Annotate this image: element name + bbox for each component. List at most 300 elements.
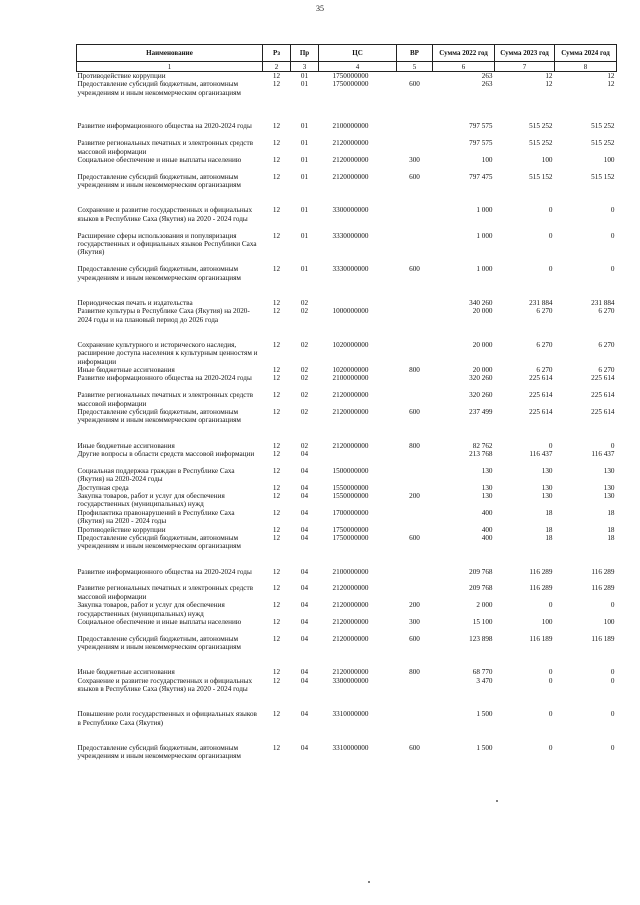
row-sum-2023: 116 289 <box>529 584 553 593</box>
row-name: Другие вопросы в области средств массовой информации <box>77 450 255 459</box>
row-name: Закупка товаров, работ и услуг для обеспечения государственных (муниципальных) нужд <box>77 601 225 618</box>
row-sum-2024: 0 <box>610 668 615 677</box>
row-vr <box>397 467 433 484</box>
header-name: Наименование <box>77 45 263 62</box>
row-sum-2022: 100 <box>481 156 493 165</box>
table-row <box>77 618 617 635</box>
table-row <box>77 534 617 568</box>
row-sum-2024: 100 <box>603 618 615 627</box>
page-number: 35 <box>316 4 324 13</box>
row-name: Сохранение и развитие государственных и официальных языков в Республике Саха (Якутия) на 2020 - 2024 годы <box>77 676 253 694</box>
row-sum-2022: 68 770 <box>472 668 493 677</box>
row-rz: 12 <box>272 307 281 316</box>
row-sum-2022: 213 768 <box>469 450 493 459</box>
row-rz: 12 <box>272 534 281 543</box>
row-name: Предоставление субсидий бюджетным, автономным учреждениям и иным некоммерческим организациям <box>77 265 241 282</box>
row-sum-2023: 100 <box>541 156 553 165</box>
row-cs: 1020000000 <box>332 366 369 374</box>
row-pr: 04 <box>300 676 309 685</box>
row-name: Социальное обеспечение и иные выплаты населению <box>77 618 242 627</box>
row-sum-2022: 123 898 <box>469 634 493 643</box>
row-name: Закупка товаров, работ и услуг для обеспечения государственных (муниципальных) нужд <box>77 492 225 509</box>
table-row <box>77 232 617 266</box>
header-sum-2024: Сумма 2024 год <box>555 45 617 62</box>
row-rz: 12 <box>272 374 281 383</box>
row-sum-2023: 515 152 <box>529 172 553 181</box>
row-name: Периодическая печать и издательства <box>77 298 193 307</box>
row-rz: 12 <box>272 584 281 593</box>
row-pr: 01 <box>300 172 309 181</box>
header-cs: ЦС <box>319 45 397 62</box>
row-vr <box>397 710 433 744</box>
row-cs: 1700000000 <box>332 508 369 517</box>
row-pr: 04 <box>300 567 309 576</box>
row-vr: 600 <box>409 80 420 89</box>
row-vr <box>397 206 433 231</box>
row-cs: 1750000000 <box>332 525 369 534</box>
table-row <box>77 668 617 676</box>
row-pr: 04 <box>300 508 309 517</box>
row-sum-2022: 130 <box>481 466 493 475</box>
row-pr: 04 <box>300 710 309 719</box>
table-row <box>77 139 617 156</box>
row-cs: 3300000000 <box>332 676 369 685</box>
header-row <box>77 45 617 62</box>
row-cs: 1750000000 <box>332 534 369 543</box>
row-cs <box>319 299 397 307</box>
row-sum-2022: 130 <box>481 492 493 501</box>
row-sum-2024: 0 <box>610 441 615 450</box>
row-rz: 12 <box>272 634 281 643</box>
row-sum-2022: 340 260 <box>469 298 493 307</box>
row-pr: 01 <box>300 139 309 148</box>
column-number: 5 <box>397 62 433 72</box>
table-row <box>77 635 617 669</box>
row-vr: 300 <box>409 618 420 627</box>
table-body <box>77 72 617 761</box>
row-vr <box>397 72 433 81</box>
row-sum-2022: 237 499 <box>469 408 493 417</box>
row-pr: 02 <box>300 307 309 316</box>
row-vr: 200 <box>409 492 420 501</box>
row-sum-2024: 225 614 <box>591 374 615 383</box>
row-cs: 2120000000 <box>332 634 369 643</box>
row-sum-2022: 82 762 <box>472 441 493 450</box>
row-sum-2022: 3 470 <box>476 676 493 685</box>
row-rz: 12 <box>272 668 281 677</box>
row-name: Социальное обеспечение и иные выплаты населению <box>77 156 242 165</box>
row-pr: 04 <box>300 534 309 543</box>
row-sum-2023: 100 <box>541 618 553 627</box>
row-sum-2022: 1 500 <box>476 744 493 753</box>
row-vr <box>397 584 433 601</box>
row-sum-2023: 130 <box>541 483 553 492</box>
table-row <box>77 601 617 618</box>
row-sum-2024: 116 289 <box>591 567 615 576</box>
row-cs: 2120000000 <box>332 156 369 165</box>
row-rz: 12 <box>272 466 281 475</box>
row-vr: 300 <box>409 156 420 165</box>
row-pr: 02 <box>300 340 309 349</box>
table-row <box>77 526 617 534</box>
row-rz: 12 <box>272 525 281 534</box>
header-rz: Рз <box>263 45 291 62</box>
row-sum-2022: 1 000 <box>476 206 493 215</box>
row-rz: 12 <box>272 122 281 131</box>
row-vr <box>397 374 433 391</box>
row-sum-2022: 400 <box>481 534 493 543</box>
row-pr: 01 <box>300 80 309 89</box>
row-name: Противодействие коррупции <box>77 525 166 534</box>
row-name: Противодействие коррупции <box>77 72 166 80</box>
row-name: Социальная поддержка граждан в Республике Саха (Якутия) на 2020-2024 годы <box>77 466 235 484</box>
table-row <box>77 80 617 122</box>
row-sum-2022: 797 575 <box>469 139 493 148</box>
row-sum-2024: 0 <box>610 744 615 753</box>
row-sum-2022: 130 <box>481 483 493 492</box>
row-sum-2022: 263 <box>481 72 493 80</box>
row-sum-2024: 0 <box>610 601 615 610</box>
row-sum-2023: 515 252 <box>529 139 553 148</box>
row-name: Доступная среда <box>77 483 129 492</box>
table-row <box>77 299 617 307</box>
table-row <box>77 509 617 526</box>
row-vr: 200 <box>409 601 420 610</box>
row-vr <box>397 509 433 526</box>
row-sum-2024: 18 <box>607 508 615 517</box>
column-number-row <box>77 62 617 72</box>
row-name: Развитие культуры в Республике Саха (Якутия) на 2020-2024 годы и на плановый период до 2026 года <box>77 307 250 324</box>
row-sum-2023: 225 614 <box>529 391 553 400</box>
row-sum-2022: 209 768 <box>469 584 493 593</box>
row-sum-2023: 0 <box>548 441 553 450</box>
table-row <box>77 467 617 484</box>
row-vr <box>397 391 433 408</box>
row-sum-2023: 12 <box>545 72 553 80</box>
row-sum-2023: 0 <box>548 231 553 240</box>
row-cs: 1000000000 <box>332 307 369 316</box>
row-sum-2022: 1 000 <box>476 265 493 274</box>
row-pr: 04 <box>300 601 309 610</box>
row-sum-2023: 0 <box>548 710 553 719</box>
row-vr: 800 <box>409 366 420 374</box>
row-cs: 2120000000 <box>332 172 369 181</box>
row-cs: 2120000000 <box>332 668 369 677</box>
table-row <box>77 442 617 450</box>
table-row <box>77 366 617 374</box>
row-pr: 04 <box>300 466 309 475</box>
row-sum-2022: 797 475 <box>469 172 493 181</box>
row-vr <box>397 232 433 266</box>
row-sum-2024: 18 <box>607 534 615 543</box>
row-cs: 3330000000 <box>332 231 369 240</box>
row-cs: 3310000000 <box>332 744 369 753</box>
row-pr: 04 <box>300 634 309 643</box>
row-cs: 2100000000 <box>332 567 369 576</box>
row-sum-2024: 12 <box>607 72 615 80</box>
row-name: Предоставление субсидий бюджетным, автономным учреждениям и иным некоммерческим организациям <box>77 634 241 652</box>
row-rz: 12 <box>272 567 281 576</box>
row-rz: 12 <box>272 676 281 685</box>
row-pr: 04 <box>300 618 309 627</box>
table-row <box>77 710 617 744</box>
row-rz: 12 <box>272 172 281 181</box>
row-name: Иные бюджетные ассигнования <box>77 668 175 677</box>
header-sum-2022: Сумма 2022 год <box>433 45 495 62</box>
row-sum-2022: 263 <box>481 80 493 89</box>
row-sum-2022: 400 <box>481 508 493 517</box>
row-cs: 3330000000 <box>332 265 369 274</box>
row-sum-2023: 231 884 <box>529 298 553 307</box>
row-vr <box>397 122 433 139</box>
row-rz: 12 <box>272 340 281 349</box>
row-sum-2024: 130 <box>603 492 615 501</box>
row-sum-2022: 15 100 <box>472 618 493 627</box>
row-pr: 04 <box>300 525 309 534</box>
table-row <box>77 391 617 408</box>
row-sum-2023: 116 189 <box>529 634 553 643</box>
row-pr: 01 <box>300 206 309 215</box>
row-sum-2023: 0 <box>548 668 553 677</box>
row-name: Сохранение и развитие государственных и официальных языков в Республике Саха (Якутия) на 2020 - 2024 годы <box>77 206 253 223</box>
row-sum-2023: 0 <box>548 601 553 610</box>
row-name: Иные бюджетные ассигнования <box>77 441 175 450</box>
row-cs: 2120000000 <box>332 139 369 148</box>
row-rz: 12 <box>272 450 281 459</box>
header-pr: Пр <box>291 45 319 62</box>
column-number: 8 <box>555 62 617 72</box>
row-sum-2024: 6 270 <box>598 366 615 374</box>
row-vr <box>397 307 433 341</box>
column-number: 1 <box>77 62 263 72</box>
row-cs: 1750000000 <box>332 72 369 80</box>
row-vr <box>397 299 433 307</box>
row-sum-2024: 12 <box>607 80 615 89</box>
header-vr: ВР <box>397 45 433 62</box>
row-cs <box>319 450 397 467</box>
table-row <box>77 492 617 509</box>
row-cs: 1500000000 <box>332 466 369 475</box>
row-sum-2023: 130 <box>541 466 553 475</box>
row-rz: 12 <box>272 265 281 274</box>
row-sum-2024: 0 <box>610 265 615 274</box>
row-sum-2023: 116 289 <box>529 567 553 576</box>
row-vr <box>397 677 433 711</box>
row-sum-2023: 225 614 <box>529 374 553 383</box>
table-row <box>77 484 617 492</box>
row-name: Сохранение культурного и исторического наследия, расширение доступа населения к культурным ценностям и информации <box>77 340 258 366</box>
row-sum-2022: 320 260 <box>469 374 493 383</box>
row-pr: 04 <box>300 584 309 593</box>
row-rz: 12 <box>272 231 281 240</box>
row-sum-2024: 225 614 <box>591 391 615 400</box>
row-sum-2023: 0 <box>548 265 553 274</box>
row-sum-2022: 20 000 <box>472 307 493 316</box>
column-number: 4 <box>319 62 397 72</box>
row-sum-2023: 18 <box>545 525 553 534</box>
row-sum-2022: 320 260 <box>469 391 493 400</box>
row-sum-2024: 130 <box>603 466 615 475</box>
row-pr: 04 <box>300 492 309 501</box>
row-name: Развитие информационного общества на 2020-2024 годы <box>77 567 252 576</box>
row-sum-2023: 18 <box>545 534 553 543</box>
row-name: Развитие информационного общества на 2020-2024 годы <box>77 122 252 131</box>
row-sum-2023: 6 270 <box>536 340 553 349</box>
row-cs: 3310000000 <box>332 710 369 719</box>
row-cs: 2120000000 <box>332 391 369 400</box>
row-sum-2024: 0 <box>610 206 615 215</box>
row-sum-2023: 0 <box>548 206 553 215</box>
row-cs: 2120000000 <box>332 408 369 417</box>
table-row <box>77 307 617 341</box>
column-number: 7 <box>495 62 555 72</box>
row-cs: 1550000000 <box>332 492 369 501</box>
row-pr: 02 <box>300 298 309 307</box>
table-row <box>77 450 617 467</box>
row-vr <box>397 341 433 366</box>
row-vr: 800 <box>409 668 420 677</box>
row-sum-2022: 2 000 <box>476 601 493 610</box>
row-pr: 04 <box>300 744 309 753</box>
row-pr: 01 <box>300 122 309 131</box>
row-vr: 600 <box>409 534 420 543</box>
row-rz: 12 <box>272 80 281 89</box>
row-sum-2023: 116 437 <box>529 450 553 459</box>
row-vr: 600 <box>409 408 420 417</box>
row-sum-2022: 20 000 <box>472 340 493 349</box>
column-number: 2 <box>263 62 291 72</box>
row-name: Предоставление субсидий бюджетным, автономным учреждениям и иным некоммерческим организациям <box>77 408 241 425</box>
row-sum-2023: 515 252 <box>529 122 553 131</box>
table-header <box>77 45 617 72</box>
row-vr: 600 <box>409 744 420 753</box>
row-sum-2022: 797 575 <box>469 122 493 131</box>
table-row <box>77 374 617 391</box>
row-vr <box>397 568 433 585</box>
row-name: Предоставление субсидий бюджетным, автономным учреждениям и иным некоммерческим организациям <box>77 744 241 761</box>
row-rz: 12 <box>272 139 281 148</box>
row-sum-2023: 6 270 <box>536 307 553 316</box>
row-name: Профилактика правонарушений в Республике Саха (Якутия) на 2020 - 2024 годы <box>77 508 235 526</box>
row-vr: 800 <box>409 441 420 450</box>
row-name: Развитие информационного общества на 2020-2024 годы <box>77 374 252 383</box>
row-pr: 01 <box>300 72 309 80</box>
row-cs: 2120000000 <box>332 441 369 450</box>
row-vr <box>397 484 433 492</box>
row-sum-2024: 6 270 <box>598 307 615 316</box>
row-name: Развитие региональных печатных и электронных средств массовой информации <box>77 139 253 156</box>
row-name: Расширение сферы использования и популяризация государственных и официальных языков Республики Саха (Якутия) <box>77 231 257 257</box>
row-pr: 02 <box>300 441 309 450</box>
row-vr: 600 <box>409 265 420 274</box>
header-sum-2023: Сумма 2023 год <box>495 45 555 62</box>
budget-table <box>76 44 617 761</box>
table-row <box>77 341 617 366</box>
table-row <box>77 156 617 173</box>
row-sum-2023: 225 614 <box>529 408 553 417</box>
row-cs: 1750000000 <box>332 80 369 89</box>
row-sum-2022: 20 000 <box>472 366 493 374</box>
row-sum-2022: 1 000 <box>476 231 493 240</box>
row-cs: 3300000000 <box>332 206 369 215</box>
row-sum-2024: 515 252 <box>591 139 615 148</box>
row-pr: 04 <box>300 450 309 459</box>
row-rz: 12 <box>272 601 281 610</box>
row-sum-2023: 18 <box>545 508 553 517</box>
row-vr <box>397 526 433 534</box>
row-name: Развитие региональных печатных и электронных средств массовой информации <box>77 391 253 408</box>
row-pr: 02 <box>300 408 309 417</box>
table-row <box>77 72 617 81</box>
row-sum-2024: 0 <box>610 710 615 719</box>
row-rz: 12 <box>272 72 281 80</box>
row-sum-2024: 0 <box>610 231 615 240</box>
scan-speck <box>496 800 498 802</box>
row-cs: 2120000000 <box>332 618 369 627</box>
column-number: 3 <box>291 62 319 72</box>
row-rz: 12 <box>272 744 281 753</box>
row-rz: 12 <box>272 408 281 417</box>
table-row <box>77 265 617 299</box>
row-rz: 12 <box>272 483 281 492</box>
row-sum-2024: 515 252 <box>591 122 615 131</box>
row-name: Предоставление субсидий бюджетным, автономным учреждениям и иным некоммерческим организациям <box>77 534 241 551</box>
row-rz: 12 <box>272 366 281 374</box>
row-sum-2023: 6 270 <box>536 366 553 374</box>
row-rz: 12 <box>272 441 281 450</box>
row-cs: 1550000000 <box>332 483 369 492</box>
row-pr: 01 <box>300 231 309 240</box>
row-cs: 2100000000 <box>332 122 369 131</box>
row-sum-2023: 0 <box>548 744 553 753</box>
row-rz: 12 <box>272 206 281 215</box>
row-cs: 2120000000 <box>332 584 369 593</box>
table-row <box>77 122 617 139</box>
row-rz: 12 <box>272 156 281 165</box>
row-cs: 2100000000 <box>332 374 369 383</box>
row-name: Развитие региональных печатных и электронных средств массовой информации <box>77 584 253 601</box>
row-rz: 12 <box>272 508 281 517</box>
row-vr: 600 <box>409 634 420 643</box>
row-sum-2024: 225 614 <box>591 408 615 417</box>
row-sum-2024: 100 <box>603 156 615 165</box>
row-cs: 1020000000 <box>332 340 369 349</box>
row-pr: 02 <box>300 391 309 400</box>
row-vr <box>397 450 433 467</box>
row-pr: 02 <box>300 366 309 374</box>
table-row <box>77 206 617 231</box>
row-sum-2022: 400 <box>481 525 493 534</box>
row-pr: 02 <box>300 374 309 383</box>
row-cs: 2120000000 <box>332 601 369 610</box>
table-row <box>77 744 617 761</box>
scan-speck <box>368 881 370 883</box>
row-sum-2024: 130 <box>603 483 615 492</box>
row-sum-2023: 12 <box>545 80 553 89</box>
row-rz: 12 <box>272 391 281 400</box>
table-row <box>77 568 617 585</box>
row-name: Предоставление субсидий бюджетным, автономным учреждениям и иным некоммерческим организациям <box>77 80 241 97</box>
row-vr: 600 <box>409 172 420 181</box>
row-name: Иные бюджетные ассигнования <box>77 366 175 374</box>
row-rz: 12 <box>272 298 281 307</box>
row-sum-2024: 116 437 <box>591 450 615 459</box>
table-row <box>77 584 617 601</box>
row-pr: 04 <box>300 668 309 677</box>
row-vr <box>397 139 433 156</box>
row-sum-2024: 231 884 <box>591 298 615 307</box>
row-sum-2022: 209 768 <box>469 567 493 576</box>
